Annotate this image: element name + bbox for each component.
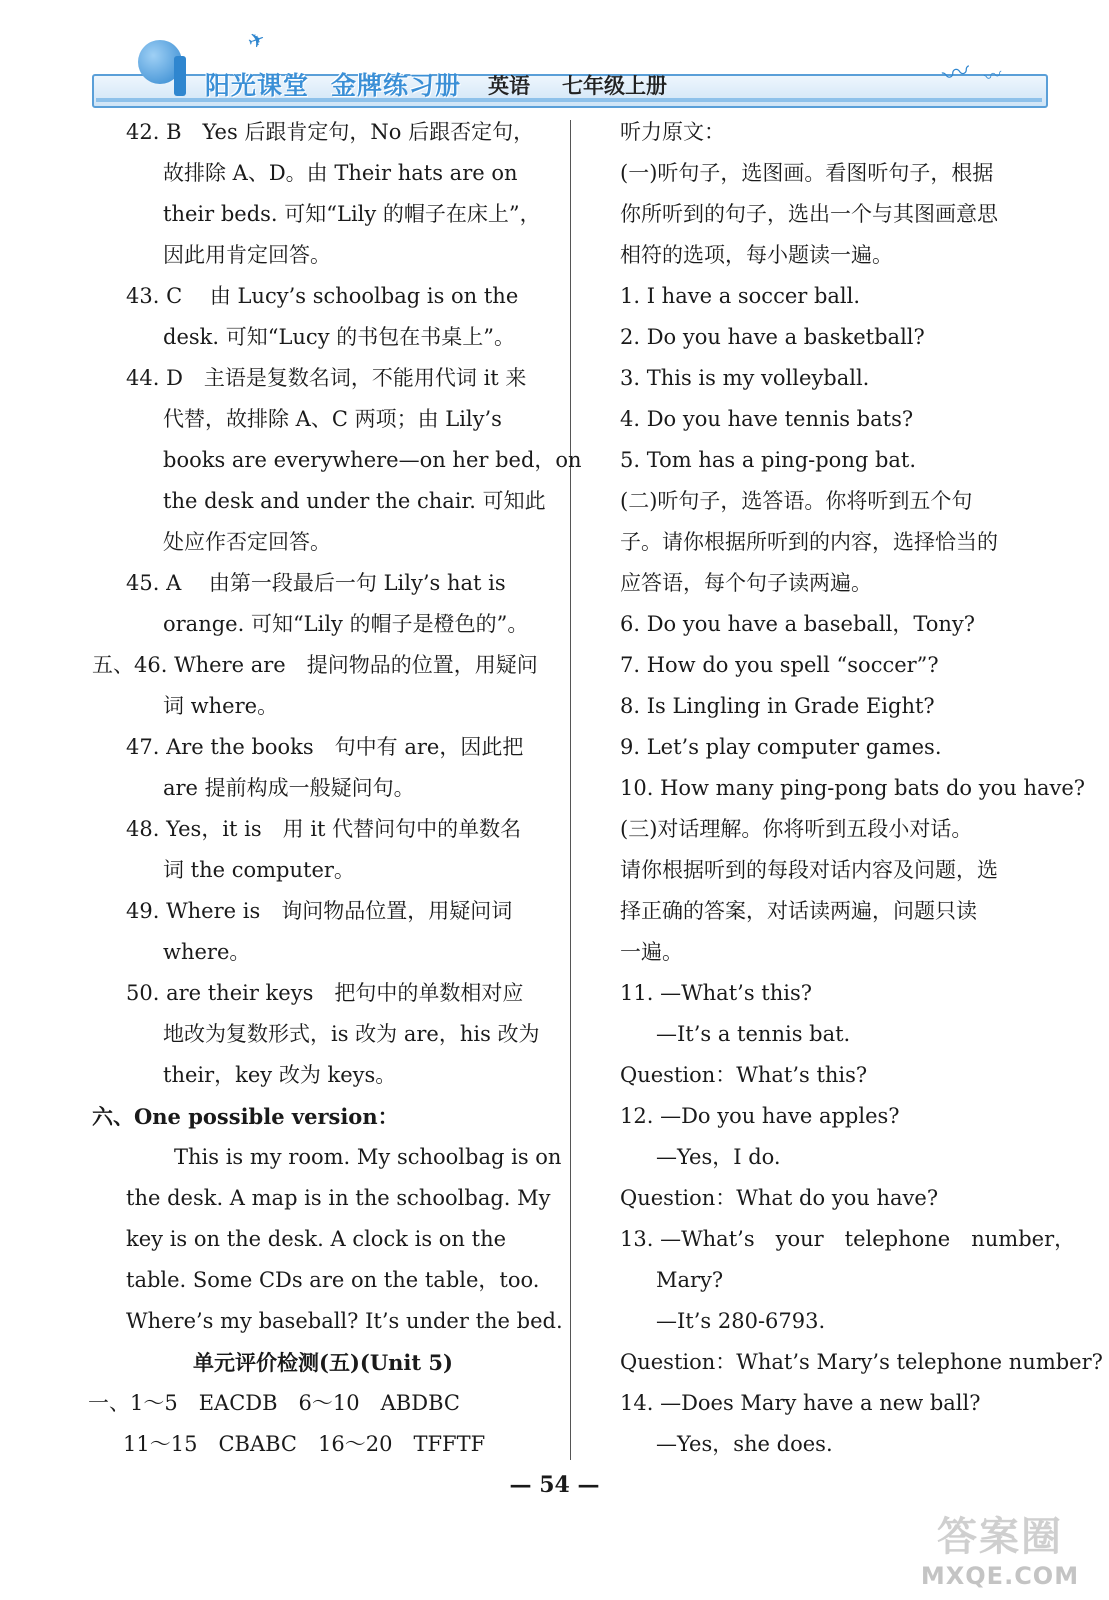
answer-line: 处应作否定回答。 <box>163 530 331 554</box>
essay-line: key is on the desk. A clock is on the <box>126 1227 507 1251</box>
essay-line: the desk. A map is in the schoolbag. My <box>126 1186 551 1210</box>
answer-line: where。 <box>163 940 251 964</box>
answer-line: the desk and under the chair. 可知此 <box>163 489 546 513</box>
instruction-line: (三)对话理解。你将听到五段小对话。 <box>620 817 973 841</box>
bird-icon: 〰 <box>981 63 1005 89</box>
series-title <box>205 66 461 102</box>
transcript-line: —Yes，she does. <box>656 1432 833 1456</box>
transcript-line: 9. Let’s play computer games. <box>620 735 942 759</box>
answer-line: orange. 可知“Lily 的帽子是橙色的”。 <box>163 612 529 636</box>
transcript-line: 7. How do you spell “soccer”? <box>620 653 939 677</box>
bird-icon: 〰 <box>938 53 975 94</box>
transcript-line: 14. —Does Mary have a new ball? <box>620 1391 981 1415</box>
transcript-line: 11. —What’s this? <box>620 981 812 1005</box>
instruction-line: 一遍。 <box>620 940 683 964</box>
answer-line: 故排除 A、D。由 Their hats are on <box>163 161 518 185</box>
paper-plane-icon: ✈ <box>244 25 269 55</box>
grade-label: 七年级上册 <box>562 74 667 98</box>
transcript-line: 2. Do you have a basketball? <box>620 325 925 349</box>
answer-line: 43. C 由 Lucy’s schoolbag is on the <box>126 284 519 308</box>
answer-line: 44. D 主语是复数名词，不能用代词 it 来 <box>126 366 527 390</box>
answer-line: their，key 改为 keys。 <box>163 1063 397 1087</box>
answer-line: desk. 可知“Lucy 的书包在书桌上”。 <box>163 325 515 349</box>
transcript-line: 13. —What’s your telephone number， <box>620 1227 1076 1251</box>
transcript-line: 1. I have a soccer ball. <box>620 284 861 308</box>
answer-line: 42. B Yes 后跟肯定句，No 后跟否定句， <box>126 120 535 144</box>
answer-line: 代替，故排除 A、C 两项；由 Lily’s <box>163 407 502 431</box>
transcript-line: 12. —Do you have apples? <box>620 1104 900 1128</box>
transcript-line: Mary? <box>656 1268 724 1292</box>
answer-line: 因此用肯定回答。 <box>163 243 331 267</box>
essay-line: Where’s my baseball? It’s under the bed. <box>126 1309 563 1333</box>
section-heading: 五、46. Where are 提问物品的位置，用疑问 <box>92 653 538 677</box>
transcript-line: 3. This is my volleyball. <box>620 366 870 390</box>
transcript-line: Question：What do you have? <box>620 1186 939 1210</box>
transcript-line: —Yes，I do. <box>656 1145 781 1169</box>
globe-stand-icon <box>174 56 186 96</box>
series-name: 阳光课堂 <box>205 71 310 100</box>
answer-line: 词 where。 <box>163 694 279 718</box>
series-subtitle: 金牌练习册 <box>331 71 462 100</box>
answer-line: 地改为复数形式，is 改为 are，his 改为 <box>163 1022 540 1046</box>
essay-line: table. Some CDs are on the table，too. <box>126 1268 540 1292</box>
transcript-line: 8. Is Lingling in Grade Eight? <box>620 694 935 718</box>
answer-line: 50. are their keys 把句中的单数相对应 <box>126 981 524 1005</box>
transcript-heading: 听力原文： <box>620 120 725 144</box>
transcript-line: 6. Do you have a baseball，Tony? <box>620 612 976 636</box>
answer-key-line: 一、1～5 EACDB 6～10 ABDBC <box>88 1391 460 1415</box>
answer-line: are 提前构成一般疑问句。 <box>163 776 415 800</box>
transcript-line: —It’s 280-6793. <box>656 1309 826 1333</box>
section-heading: 六、One possible version： <box>92 1104 399 1129</box>
instruction-line: 你所听到的句子，选出一个与其图画意思 <box>620 202 998 226</box>
page-number: — 54 — <box>509 1472 600 1498</box>
column-divider <box>570 120 571 1460</box>
answer-line: their beds. 可知“Lily 的帽子在床上”， <box>163 202 541 226</box>
instruction-line: (一)听句子，选图画。看图听句子，根据 <box>620 161 994 185</box>
transcript-line: 5. Tom has a ping-pong bat. <box>620 448 917 472</box>
watermark-url: MXQE.COM <box>920 1562 1080 1590</box>
instruction-line: 应答语，每个句子读两遍。 <box>620 571 872 595</box>
answer-line: 48. Yes，it is 用 it 代替问句中的单数名 <box>126 817 522 841</box>
transcript-line: 10. How many ping-pong bats do you have? <box>620 776 1086 800</box>
instruction-line: 请你根据听到的每段对话内容及问题，选 <box>620 858 998 882</box>
instruction-line: 子。请你根据所听到的内容，选择恰当的 <box>620 530 998 554</box>
answer-line: 词 the computer。 <box>163 858 355 882</box>
transcript-line: Question：What’s Mary’s telephone number? <box>620 1350 1103 1374</box>
answer-line: 49. Where is 询问物品位置，用疑问词 <box>126 899 513 923</box>
answer-line: 45. A 由第一段最后一句 Lily’s hat is <box>126 571 506 595</box>
answer-line: books are everywhere—on her bed，on <box>163 448 582 472</box>
instruction-line: (二)听句子，选答语。你将听到五个句 <box>620 489 973 513</box>
watermark-text: 答案圈 <box>937 1514 1063 1560</box>
page-header <box>0 0 1109 120</box>
instruction-line: 相符的选项，每小题读一遍。 <box>620 243 893 267</box>
subject-label: 英语 <box>488 74 530 98</box>
transcript-line: —It’s a tennis bat. <box>656 1022 851 1046</box>
essay-line: This is my room. My schoolbag is on <box>174 1145 562 1169</box>
answer-key-line: 11～15 CBABC 16～20 TFFTF <box>123 1432 486 1456</box>
transcript-line: 4. Do you have tennis bats? <box>620 407 914 431</box>
transcript-line: Question：What’s this? <box>620 1063 868 1087</box>
answer-line: 47. Are the books 句中有 are，因此把 <box>126 735 524 759</box>
unit-test-title: 单元评价检测(五)(Unit 5) <box>193 1350 453 1375</box>
watermark-logo <box>905 1505 1095 1595</box>
instruction-line: 择正确的答案，对话读两遍，问题只读 <box>620 899 977 923</box>
